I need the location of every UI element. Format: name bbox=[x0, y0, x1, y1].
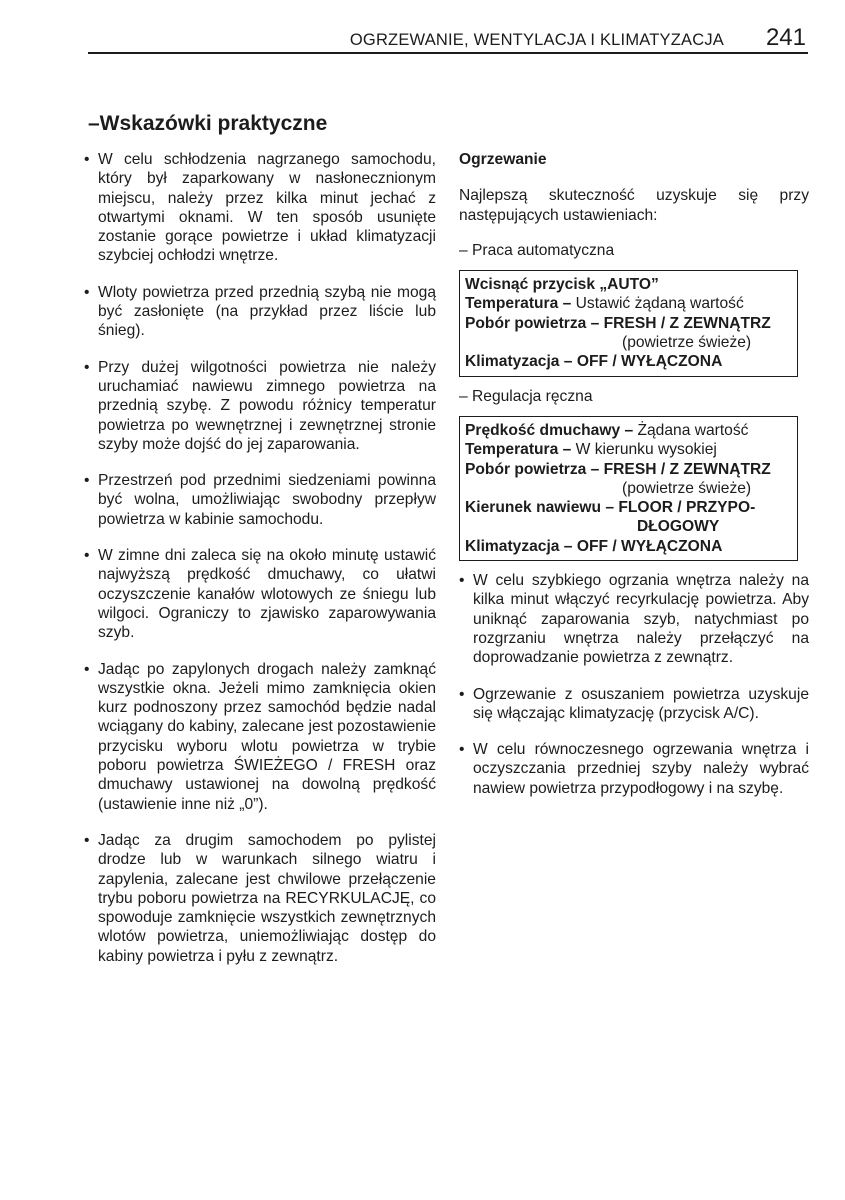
ac-setting: Klimatyzacja – OFF / WYŁĄCZONA bbox=[465, 353, 723, 371]
list-item bbox=[84, 831, 436, 966]
list-item bbox=[459, 571, 809, 667]
subsection-heading: Ogrzewanie bbox=[459, 151, 547, 168]
list-item-text: Jadąc za drugim samochodem po pylistej drodze lub w warunkach silnego wiatru i zapylenia, zalecane jest chwilowe przełączenie trybu poboru powietrza na RECYRKULACJĘ, co spowoduje zamknięcie wszystkich zewnętrznych wlotów powietrza, uniemożliwiając dostęp do kabiny powietrza i pyłu z zewnątrz. bbox=[98, 831, 436, 965]
air-intake-setting: Pobór powietrza – FRESH / Z ZEWNĄTRZ bbox=[465, 314, 771, 332]
bullet-icon: • bbox=[84, 831, 90, 849]
fan-speed-value: Żądana wartość bbox=[633, 421, 749, 439]
auto-mode-label: – Praca automatyczna bbox=[459, 241, 615, 259]
airflow-direction-continued: DŁOGOWY bbox=[637, 518, 720, 536]
bullet-icon: • bbox=[84, 283, 90, 301]
bullet-icon: • bbox=[84, 151, 90, 168]
list-item-text: W zimne dni zaleca się na około minutę ustawić najwyższą prędkość dmuchawy, co ułatwi oczyszczenie kanałów wlotowych ze śniegu lub wilgoci. Ograniczy to zjawisko zaparowywania szyb. bbox=[98, 547, 436, 642]
list-item-text: Jadąc po zapylonych drogach należy zamknąć wszystkie okna. Jeżeli mimo zamknięcia okien kurz podnoszony przez samochód będzie nadal wciągany do kabiny, zalecane jest pozostawienie przycisku wyboru wlotu powietrza w trybie poboru powietrza ŚWIEŻEGO / FRESH oraz dmuchawy ustawionej na dowolną prędkość (ustawienie inne niż „0”). bbox=[98, 660, 436, 813]
list-item-text: Wloty powietrza przed przednią szybą nie mogą być zasłonięte (na przykład przez liście lub śnieg). bbox=[98, 283, 436, 340]
list-item bbox=[84, 358, 436, 454]
temperature-value: W kierunku wysokiej bbox=[571, 441, 717, 459]
page-header bbox=[88, 26, 808, 54]
bullet-icon: • bbox=[84, 660, 90, 678]
air-intake-setting: Pobór powietrza – FRESH / Z ZEWNĄTRZ bbox=[465, 460, 771, 478]
auto-press-button-text: Wcisnąć przycisk „AUTO” bbox=[465, 276, 659, 294]
manual-settings-box bbox=[459, 416, 798, 561]
left-column bbox=[84, 150, 436, 983]
bullet-icon: • bbox=[459, 685, 465, 703]
list-item bbox=[84, 471, 436, 529]
section-title: –Wskazówki praktyczne bbox=[88, 112, 328, 135]
airflow-direction-setting: Kierunek nawiewu – FLOOR / PRZYPO- bbox=[465, 499, 756, 517]
page-number: 241 bbox=[765, 24, 806, 51]
header-title: OGRZEWANIE, WENTYLACJA I KLIMATYZACJA bbox=[349, 31, 724, 49]
list-item bbox=[84, 150, 436, 266]
list-item bbox=[84, 546, 436, 642]
temperature-label: Temperatura – bbox=[465, 295, 572, 313]
ac-setting: Klimatyzacja – OFF / WYŁĄCZONA bbox=[465, 537, 723, 555]
bullet-icon: • bbox=[84, 547, 90, 565]
list-item bbox=[459, 685, 809, 724]
right-column bbox=[459, 150, 809, 815]
auto-settings-box bbox=[459, 270, 798, 376]
list-item-text: Przestrzeń pod przednimi siedzeniami powinna być wolna, umożliwiając swobodny przepływ powietrza w kabinie samochodu. bbox=[98, 472, 436, 528]
intro-paragraph: Najlepszą skuteczność uzyskuje się przy następujących ustawieniach: bbox=[459, 187, 809, 224]
list-item-text: W celu równoczesnego ogrzewania wnętrza i oczyszczania przedniej szyby należy wybrać nawiew powietrza przypodłogowy i na szybę. bbox=[473, 741, 809, 797]
manual-mode-label: – Regulacja ręczna bbox=[459, 387, 593, 405]
list-item-text: Ogrzewanie z osuszaniem powietrza uzyskuje się włączając klimatyzację (przycisk A/C). bbox=[473, 685, 809, 722]
bullet-icon: • bbox=[84, 472, 90, 490]
list-item-text: Przy dużej wilgotności powietrza nie należy uruchamiać nawiewu zimnego powietrza na przednią szybę. Z powodu różnicy temperatur powietrza po wewnętrznej i zewnętrznej stronie szyby może dojść do jej zaparowania. bbox=[98, 358, 436, 453]
list-item-text: W celu schłodzenia nagrzanego samochodu, który był zaparkowany w nasłonecznionym miejscu, należy przez kilka minut jechać z otwartymi oknami. W ten sposób usunięte zostanie gorące powietrze i układ klimatyzacji szybciej ochłodzi wnętrze. bbox=[98, 151, 436, 265]
bullet-icon: • bbox=[459, 741, 465, 759]
fan-speed-label: Prędkość dmuchawy – bbox=[465, 421, 634, 439]
air-intake-note: (powietrze świeże) bbox=[622, 479, 752, 497]
list-item bbox=[84, 283, 436, 341]
temperature-label: Temperatura – bbox=[465, 441, 572, 459]
temperature-value: Ustawić żądaną wartość bbox=[571, 295, 744, 313]
list-item bbox=[84, 660, 436, 814]
list-item bbox=[459, 740, 809, 798]
list-item-text: W celu szybkiego ogrzania wnętrza należy na kilka minut włączyć recyrkulację powietrza. Aby uniknąć zaparowania szyb, natychmiast po rozgrzaniu wnętrza należy przełączyć na doprowadzanie powietrza z zewnątrz. bbox=[473, 572, 809, 667]
bullet-icon: • bbox=[84, 358, 90, 376]
air-intake-note: (powietrze świeże) bbox=[622, 334, 752, 352]
bullet-icon: • bbox=[459, 572, 465, 590]
